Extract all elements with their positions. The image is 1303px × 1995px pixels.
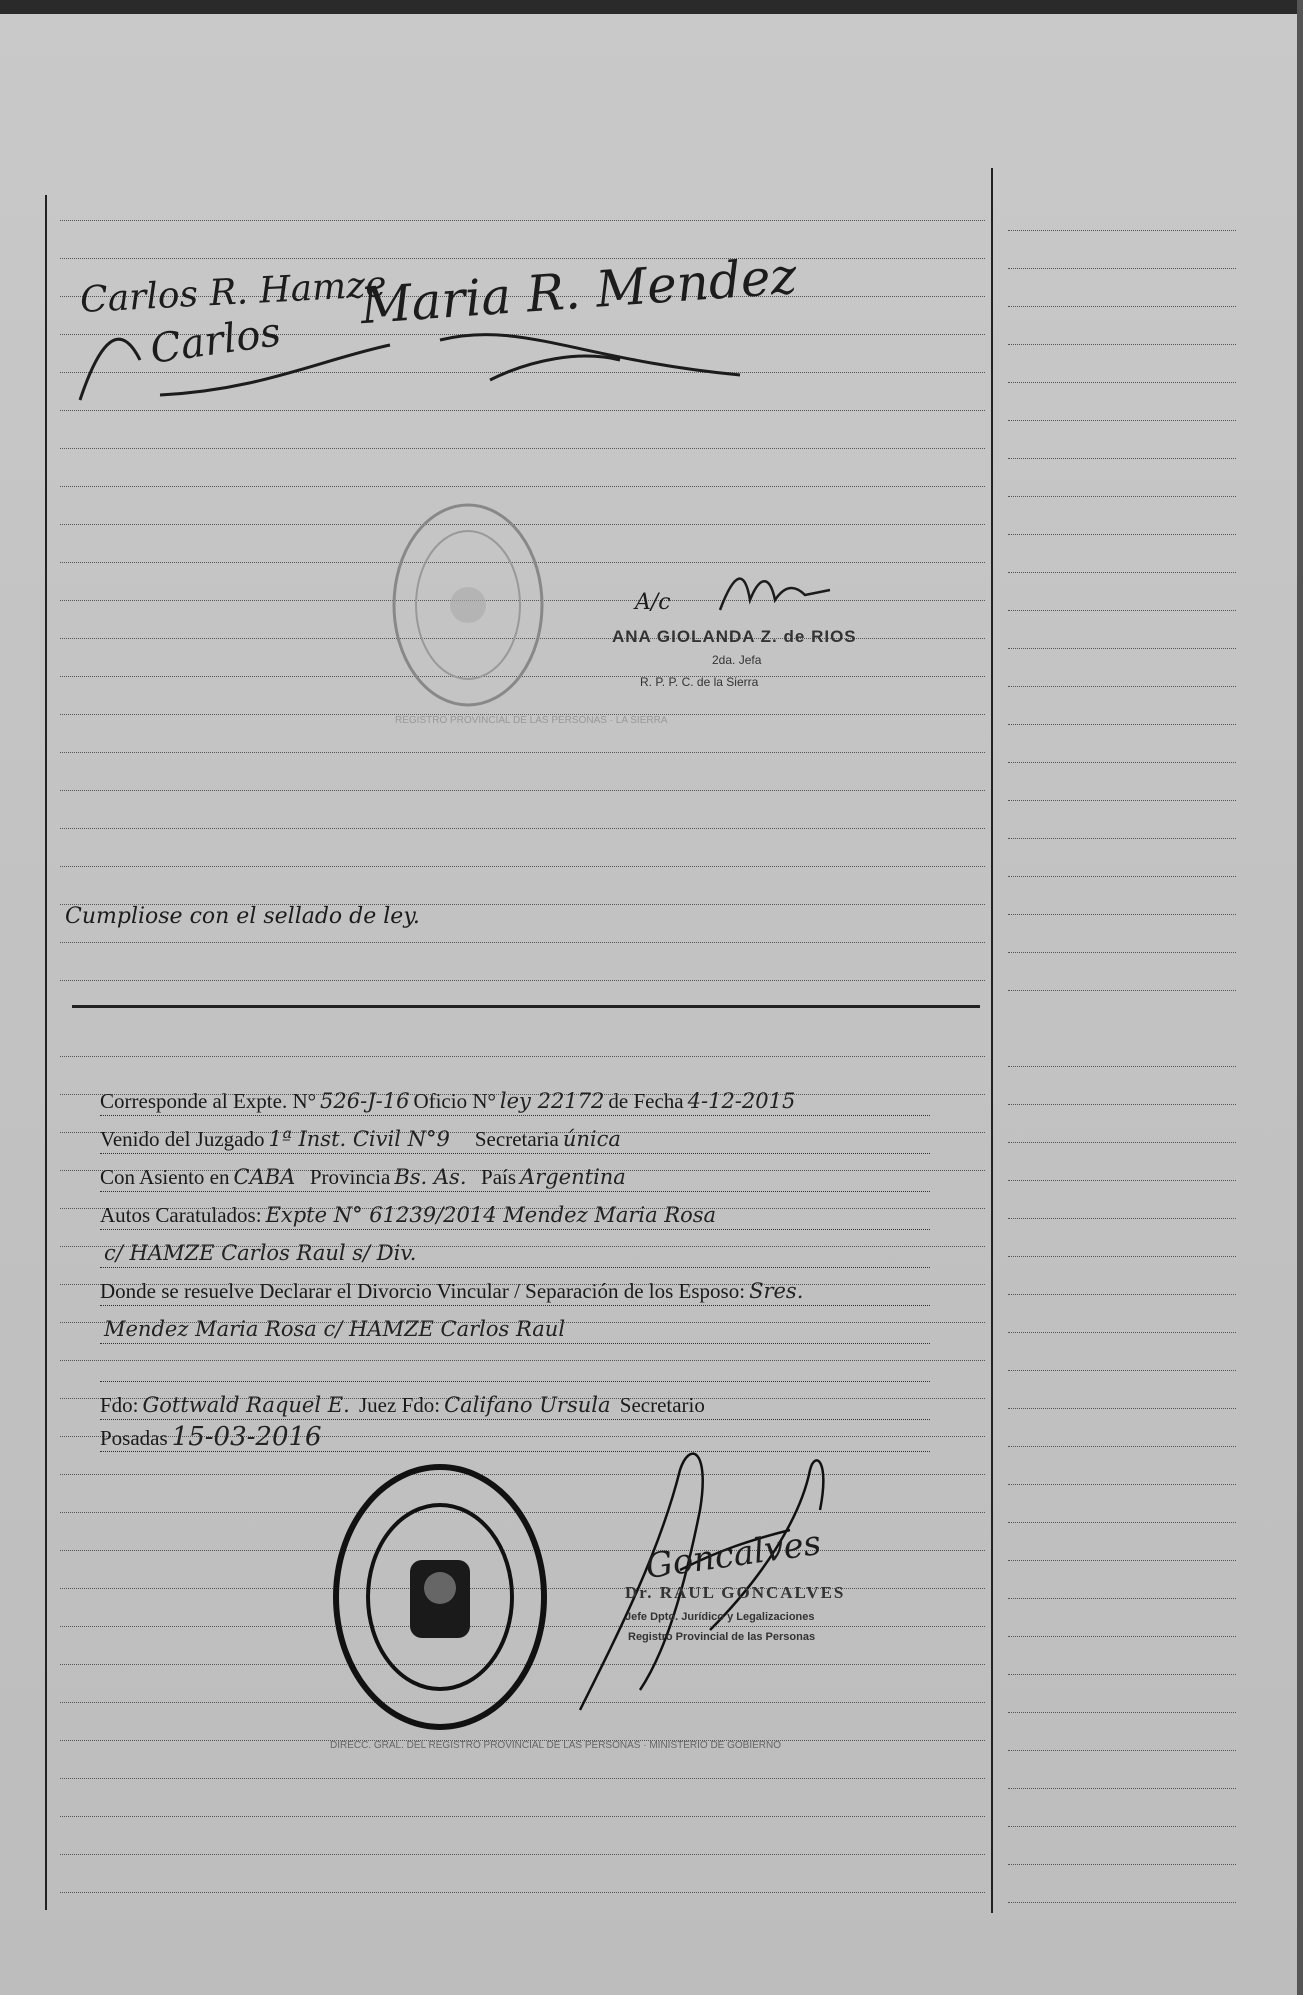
margin-ruled-line [1008,268,1236,269]
asiento-label: Con Asiento en [100,1165,230,1189]
ruled-line [60,1778,985,1779]
margin-ruled-line [1008,762,1236,763]
margin-ruled-line [1008,1408,1236,1409]
oficio-label: Oficio N° [413,1089,496,1113]
ruled-line [60,258,985,259]
fecha-label: de Fecha [608,1089,684,1113]
top-stamp-prefix: A/c [635,590,671,615]
ruled-line [60,486,985,487]
juzgado-label: Venido del Juzgado [100,1127,265,1151]
margin-ruled-line [1008,914,1236,915]
margin-ruled-line [1008,1522,1236,1523]
margin-ruled-line [1008,800,1236,801]
ruled-line [60,220,985,221]
ruled-line [60,1892,985,1893]
ruled-line [60,828,985,829]
bottom-signer-name: Dr. RAUL GONCALVES [625,1583,846,1602]
provincia-label: Provincia [309,1165,391,1189]
margin-ruled-line [1008,1864,1236,1865]
margin-ruled-line [1008,838,1236,839]
ruled-line [60,410,985,411]
signature-3: Carlos [147,309,284,373]
margin-ruled-line [1008,1750,1236,1751]
margin-ruled-line [1008,1218,1236,1219]
autos-value-2: c/ HAMZE Carlos Raul s/ Div. [104,1241,417,1265]
margin-ruled-line [1008,458,1236,459]
resuelve-value: Sres. [749,1279,804,1303]
form-line-autos [100,1201,930,1230]
top-stamp-role: 2da. Jefa [712,653,762,667]
ruled-line [60,1854,985,1855]
secretaria-label: Secretaria [474,1127,559,1151]
autos-label: Autos Caratulados: [100,1203,262,1227]
pais-label: País [481,1165,517,1189]
juez-value: Califano Ursula [444,1393,611,1417]
margin-ruled-line [1008,1712,1236,1713]
margin-ruled-line [1008,306,1236,307]
margin-ruled-line [1008,1560,1236,1561]
sellado-note: Cumpliose con el sellado de ley. [65,904,420,929]
margin-ruled-line [1008,648,1236,649]
margin-ruled-line [1008,1788,1236,1789]
oficio-value: ley 22172 [499,1089,605,1113]
posadas-value: 15-03-2016 [171,1422,322,1452]
margin-ruled-line [1008,990,1236,991]
margin-ruled-line [1008,1180,1236,1181]
ruled-line [60,942,985,943]
margin-ruled-line [1008,1484,1236,1485]
form-line-blank [100,1353,930,1382]
form-line-fdo [100,1391,930,1420]
bottom-signer-office: Registro Provincial de las Personas [628,1631,816,1643]
form-line-esposos [100,1315,930,1344]
section-separator [72,1005,980,1008]
margin-ruled-line [1008,724,1236,725]
top-stamp-signature [715,565,835,615]
bottom-signature: Goncalves [643,1522,824,1588]
secretaria-value: única [562,1127,621,1151]
ruled-line [60,980,985,981]
form-line-autos-2 [100,1239,930,1268]
right-margin-line [991,168,993,1913]
margin-ruled-line [1008,230,1236,231]
top-round-seal [388,495,548,715]
form-line-expte [100,1087,930,1116]
margin-ruled-line [1008,1826,1236,1827]
signature-2: Maria R. Mendez [358,246,799,336]
margin-ruled-line [1008,1104,1236,1105]
margin-ruled-line [1008,610,1236,611]
margin-ruled-line [1008,952,1236,953]
bottom-signer-role: Jefe Dpto. Jurídico y Legalizaciones [625,1611,815,1623]
ruled-line [60,790,985,791]
ruled-line [60,448,985,449]
left-margin-line [45,195,47,1910]
margin-ruled-line [1008,1066,1236,1067]
signature-flourish [60,300,760,410]
ruled-line [60,1816,985,1817]
margin-ruled-line [1008,382,1236,383]
fdo-label: Fdo: [100,1393,139,1417]
fecha-value: 4-12-2015 [687,1089,796,1113]
juzgado-value: 1ª Inst. Civil N°9 [268,1127,450,1151]
margin-ruled-line [1008,1370,1236,1371]
margin-ruled-line [1008,686,1236,687]
margin-ruled-line [1008,572,1236,573]
secretario-label: Secretario [619,1393,705,1417]
top-stamp-name: ANA GIOLANDA Z. de RIOS [612,627,857,646]
signature-1: Carlos R. Hamze [79,264,388,321]
autos-value: Expte N° 61239/2014 Mendez Maria Rosa [265,1203,717,1227]
margin-ruled-line [1008,1332,1236,1333]
margin-ruled-line [1008,1256,1236,1257]
form-line-juzgado [100,1125,930,1154]
bottom-round-seal [330,1460,550,1735]
provincia-value: Bs. As. [394,1165,467,1189]
bottom-seal-text: DIRECC. GRAL. DEL REGISTRO PROVINCIAL DE LAS PERSONAS · MINISTERIO DE GOBIERNO [330,1740,782,1751]
margin-ruled-line [1008,1902,1236,1903]
margin-ruled-line [1008,876,1236,877]
pais-value: Argentina [520,1165,626,1189]
ruled-line [60,752,985,753]
form-line-asiento [100,1163,930,1192]
juez-label: Juez Fdo: [359,1393,441,1417]
margin-ruled-line [1008,1674,1236,1675]
margin-ruled-line [1008,496,1236,497]
top-stamp-office: R. P. P. C. de la Sierra [640,675,759,689]
margin-ruled-line [1008,1598,1236,1599]
fdo-value: Gottwald Raquel E. [142,1393,350,1417]
ruled-line [60,1056,985,1057]
esposos-value: Mendez Maria Rosa c/ HAMZE Carlos Raul [104,1317,566,1341]
margin-ruled-line [1008,1446,1236,1447]
asiento-value: CABA [233,1165,296,1189]
margin-ruled-line [1008,1142,1236,1143]
expte-label: Corresponde al Expte. N° [100,1089,317,1113]
expte-value: 526-J-16 [320,1089,410,1113]
margin-ruled-line [1008,420,1236,421]
resuelve-label: Donde se resuelve Declarar el Divorcio Vincular / Separación de los Esposo: [100,1279,746,1303]
top-seal-text: REGISTRO PROVINCIAL DE LAS PERSONAS · LA SIERRA [395,715,668,726]
margin-ruled-line [1008,1636,1236,1637]
right-edge [1297,0,1303,1995]
ruled-line [60,866,985,867]
margin-ruled-line [1008,1294,1236,1295]
margin-ruled-line [1008,534,1236,535]
margin-ruled-line [1008,344,1236,345]
top-edge [0,0,1303,14]
posadas-label: Posadas [100,1426,168,1450]
form-line-resuelve [100,1277,930,1306]
